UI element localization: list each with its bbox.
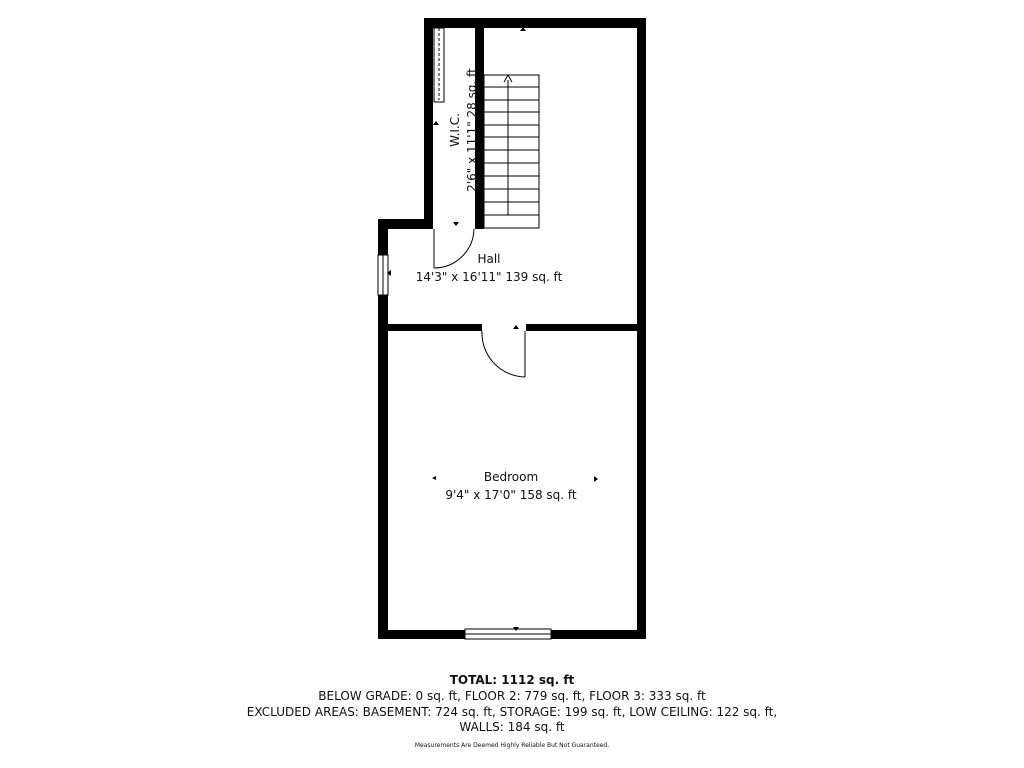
area-total: TOTAL: 1112 sq. ft — [449, 673, 575, 687]
disclaimer: Measurements Are Deemed Highly Reliable But Not Guaranteed. — [414, 742, 610, 749]
walls — [378, 18, 646, 639]
bedroom-door-opening — [482, 322, 526, 333]
hall-dims: 14'3" x 16'11" 139 sq. ft — [415, 270, 563, 284]
bedroom-label: Bedroom — [483, 470, 539, 484]
hall-label: Hall — [477, 252, 501, 266]
walls-area: WALLS: 184 sq. ft — [459, 720, 565, 734]
excluded-areas: EXCLUDED AREAS: BASEMENT: 724 sq. ft, STORAGE: 199 sq. ft, LOW CEILING: 122 sq. ft, — [246, 705, 778, 719]
wic-label: W.I.C. — [448, 113, 462, 147]
bedroom-dims: 9'4" x 17'0" 158 sq. ft — [445, 488, 577, 502]
wic-door-opening — [433, 218, 475, 230]
floor-areas: BELOW GRADE: 0 sq. ft, FLOOR 2: 779 sq. ft, FLOOR 3: 333 sq. ft — [318, 689, 706, 703]
wic-dims: 2'6" x 11'1" 28 sq. ft — [465, 68, 479, 192]
